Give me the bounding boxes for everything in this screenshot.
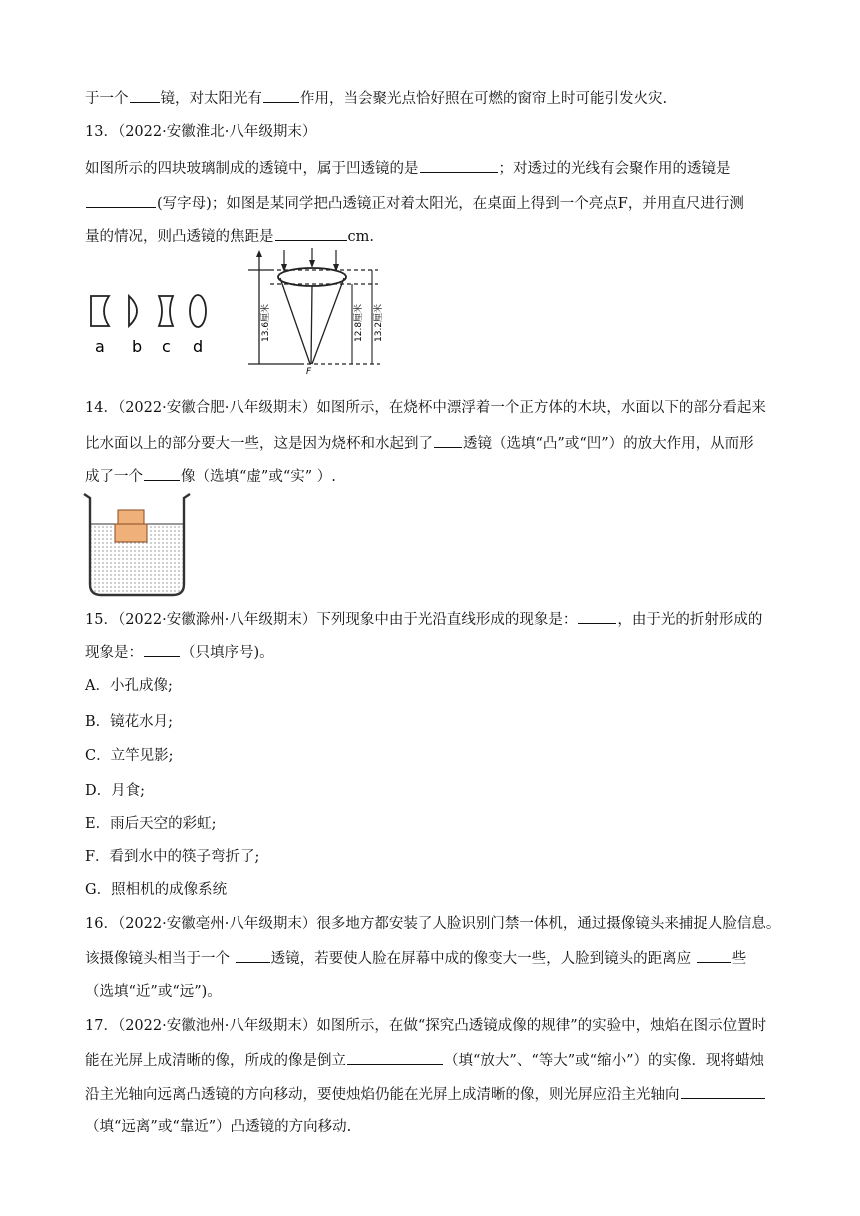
lens-a <box>91 296 109 326</box>
q15-option-b: B．镜花水月; <box>85 714 174 730</box>
focus-label: F <box>306 367 312 374</box>
q14-text-2a: 比水面以上的部分要大一些，这是因为烧杯和水起到了 <box>85 436 433 452</box>
q13-text-3a: 量的情况，则凸透镜的焦距是 <box>85 229 274 245</box>
q15-blank-1 <box>578 609 616 624</box>
q15-line-2 <box>85 642 274 663</box>
q13-blank-3 <box>275 226 347 241</box>
q15-text-1a: 15．（2022·安徽滁州·八年级期末）下列现象中由于光沿直线形成的现象是： <box>85 612 578 628</box>
q12-text-3: 作用，当会聚光点恰好照在可燃的窗帘上时可能引发火灾. <box>300 91 668 107</box>
q14-text-2b: 透镜（选填“凸”或“凹”）的放大作用，从而形 <box>463 436 754 452</box>
q17-line-1: 17．（2022·安徽池州·八年级期末）如图所示，在做“探究凸透镜成像的规律”的实验中，烛焰在图示位置时 <box>85 1018 767 1034</box>
q14-blank-2 <box>144 466 180 481</box>
q14-blank-1 <box>434 433 462 448</box>
q13-line-2 <box>85 193 744 214</box>
q14-line-3 <box>85 466 336 487</box>
beaker-figure <box>82 490 192 598</box>
lens-shapes-figure <box>85 288 225 358</box>
q16-blank-2 <box>697 948 731 963</box>
q17-line-4: （填“远离”或“靠近”）凸透镜的方向移动. <box>85 1119 352 1135</box>
q13-blank-1 <box>420 158 498 173</box>
q12-blank-2 <box>263 88 299 103</box>
lens-label-c: c <box>162 337 171 356</box>
q17-line-2 <box>85 1050 764 1071</box>
q12-blank-1 <box>130 88 160 103</box>
q13-text-2a: (写字母)；如图是某同学把凸透镜正对着太阳光，在桌面上得到一个亮点F，并用直尺进行测 <box>157 196 744 212</box>
q15-text-1b: ，由于光的折射形成的 <box>617 612 763 628</box>
q12-line <box>85 88 667 109</box>
lens-label-a: a <box>95 337 105 356</box>
q17-blank-2 <box>681 1084 765 1099</box>
q17-text-3: 沿主光轴向远离凸透镜的方向移动，要使烛焰仍能在光屏上成清晰的像，则光屏应沿主光轴向 <box>85 1087 680 1103</box>
q15-text-2a: 现象是： <box>85 645 143 661</box>
q13-blank-2 <box>86 193 156 208</box>
q16-line-2 <box>85 948 746 969</box>
lens-label-b: b <box>132 337 143 356</box>
q17-blank-1 <box>347 1050 443 1065</box>
lens-b <box>129 296 137 326</box>
ruler-label-right: 13.2厘米 <box>374 303 384 342</box>
q13-line-1 <box>85 158 731 179</box>
q15-option-f: F．看到水中的筷子弯折了; <box>85 849 260 865</box>
q14-line-1: 14．（2022·安徽合肥·八年级期末）如图所示，在烧杯中漂浮着一个正方体的木块，水面以下的部分看起来 <box>85 400 766 416</box>
q12-text-1: 于一个 <box>85 91 129 107</box>
q16-blank-1 <box>236 948 270 963</box>
wood-block-top <box>118 510 144 524</box>
q15-option-d: D．月食; <box>85 783 146 799</box>
convex-lens <box>278 268 346 286</box>
q15-option-c: C．立竿见影; <box>85 748 174 764</box>
ruler-label-left: 13.6厘米 <box>261 303 271 342</box>
q16-text-2a: 该摄像镜头相当于一个 <box>85 951 230 967</box>
q16-text-2c: 些 <box>731 951 747 967</box>
q15-line-1 <box>85 609 762 630</box>
q15-option-g: G．照相机的成像系统 <box>85 882 228 898</box>
q13-header: 13．（2022·安徽淮北·八年级期末） <box>85 124 317 140</box>
q12-text-2: 镜，对太阳光有 <box>160 91 262 107</box>
q13-text-3b: cm. <box>347 229 374 245</box>
lens-c <box>159 296 173 326</box>
q16-text-2b: 透镜，若要使人脸在屏幕中成的像变大一些，人脸到镜头的距离应 <box>270 951 692 967</box>
lens-d <box>190 295 206 327</box>
focal-length-figure <box>240 244 390 374</box>
q13-text-1b: ；对透过的光线有会聚作用的透镜是 <box>498 161 731 177</box>
ruler-label-mid: 12.8厘米 <box>354 303 364 342</box>
q15-option-a: A．小孔成像; <box>85 678 173 694</box>
q17-text-2a: 能在光屏上成清晰的像，所成的像是倒立 <box>85 1053 346 1069</box>
q17-line-3 <box>85 1084 766 1105</box>
q16-line-3: （选填“近”或“远”)。 <box>85 984 222 1000</box>
q13-text-1a: 如图所示的四块玻璃制成的透镜中，属于凹透镜的是 <box>85 161 419 177</box>
q14-line-2 <box>85 433 754 454</box>
lens-label-d: d <box>193 337 204 356</box>
wood-block-bottom <box>115 524 147 542</box>
q17-text-2b: （填“放大”、“等大”或“缩小”）的实像．现将蜡烛 <box>444 1053 764 1069</box>
q16-line-1: 16．（2022·安徽亳州·八年级期末）很多地方都安装了人脸识别门禁一体机，通过摄像镜头来捕捉人脸信息。 <box>85 916 781 932</box>
q15-blank-2 <box>144 642 180 657</box>
q14-text-3b: 像（选填“虚”或“实” ）. <box>181 469 336 485</box>
q14-text-3a: 成了一个 <box>85 469 143 485</box>
q15-option-e: E．雨后天空的彩虹; <box>85 816 217 832</box>
q15-text-2b: （只填序号)。 <box>181 645 274 661</box>
